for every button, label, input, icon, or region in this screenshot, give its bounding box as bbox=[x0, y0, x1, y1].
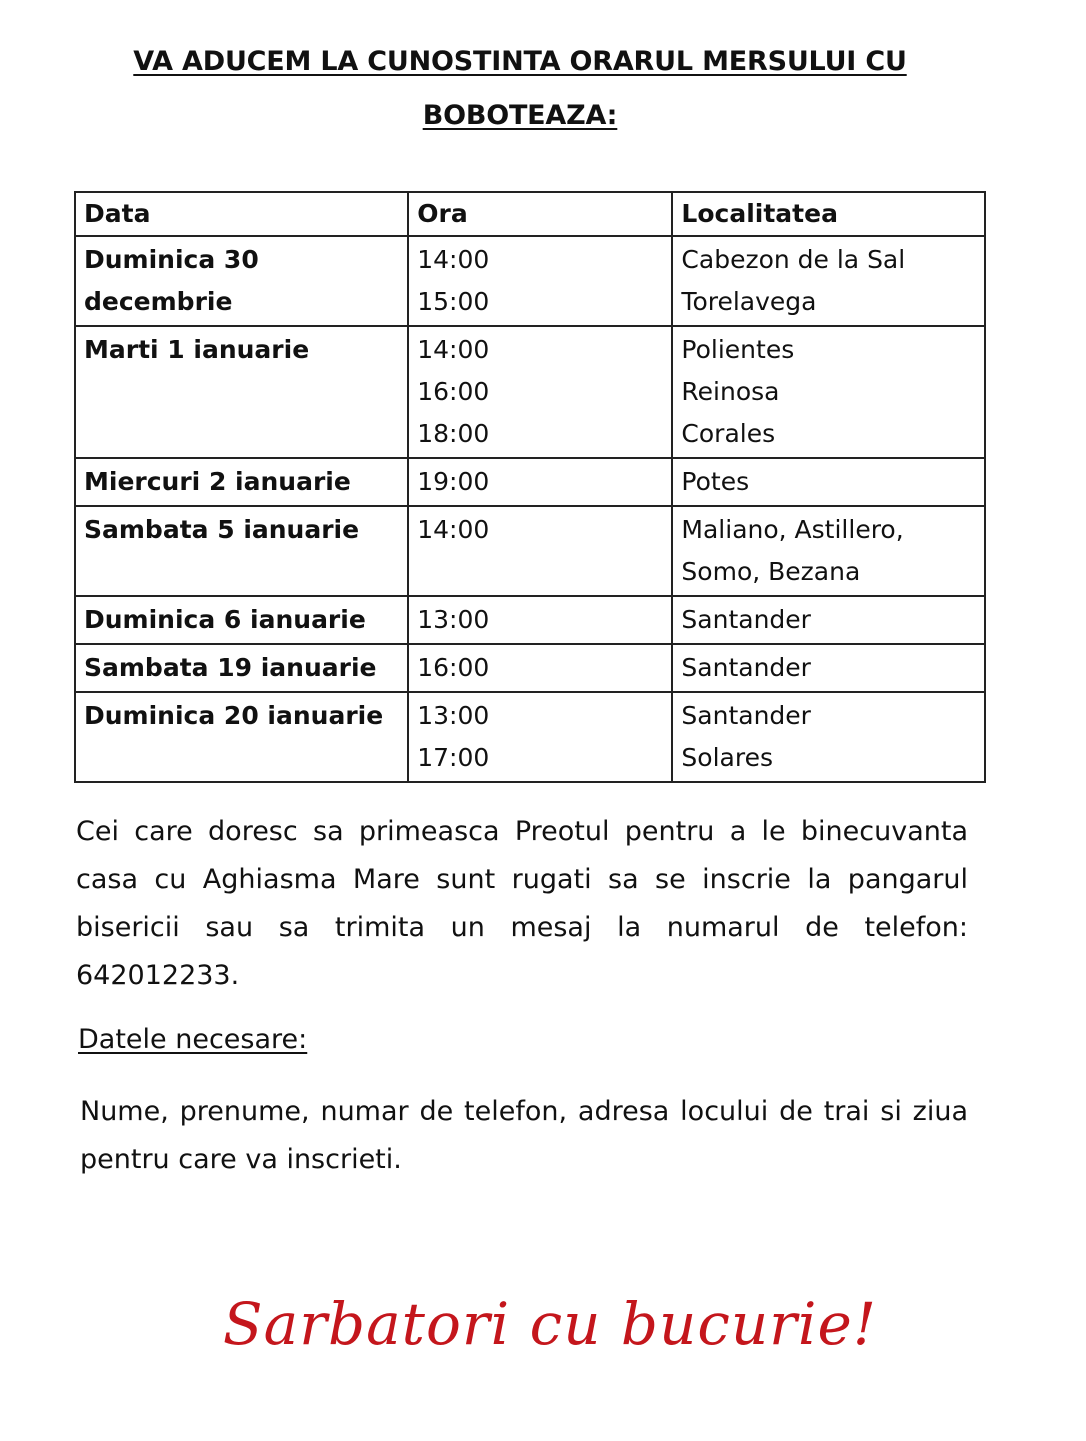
time-cell-line: 16:00 bbox=[417, 653, 490, 682]
location-cell-line: Reinosa bbox=[681, 377, 780, 406]
date-cell bbox=[75, 644, 408, 692]
time-cell bbox=[408, 506, 672, 596]
required-data-heading: Datele necesare: bbox=[78, 1024, 308, 1055]
closing-greeting: Sarbatori cu bucurie! bbox=[222, 1290, 878, 1358]
date-cell bbox=[75, 326, 408, 458]
time-cell-line: 13:00 bbox=[417, 605, 490, 634]
date-cell-line: Duminica 30 bbox=[84, 245, 259, 274]
time-cell bbox=[408, 596, 672, 644]
time-cell-line: 18:00 bbox=[417, 419, 490, 448]
column-header-date: Data bbox=[75, 192, 408, 236]
table-header-row bbox=[75, 192, 985, 236]
location-cell-line: Potes bbox=[681, 467, 750, 496]
schedule-table bbox=[74, 191, 986, 783]
table-row bbox=[75, 692, 985, 782]
column-header-time: Ora bbox=[408, 192, 672, 236]
required-data-text: Nume, prenume, numar de telefon, adresa locului de trai si ziua pentru care va inscrieti. bbox=[80, 1096, 968, 1175]
date-cell bbox=[75, 596, 408, 644]
page-title-line-1: VA ADUCEM LA CUNOSTINTA ORARUL MERSULUI CU bbox=[133, 46, 907, 77]
time-cell-line: 14:00 bbox=[417, 335, 490, 364]
page-title-line-2: BOBOTEAZA: bbox=[422, 100, 618, 131]
location-cell bbox=[672, 458, 985, 506]
schedule-table-body bbox=[75, 236, 985, 782]
table-row bbox=[75, 644, 985, 692]
date-cell bbox=[75, 236, 408, 326]
time-cell bbox=[408, 458, 672, 506]
date-cell-line: Sambata 5 ianuarie bbox=[84, 515, 360, 544]
date-cell-line: Sambata 19 ianuarie bbox=[84, 653, 377, 682]
date-cell bbox=[75, 458, 408, 506]
date-cell-line: Duminica 6 ianuarie bbox=[84, 605, 366, 634]
location-cell-line: Santander bbox=[681, 605, 811, 634]
time-cell-line: 17:00 bbox=[417, 743, 490, 772]
column-header-location: Localitatea bbox=[672, 192, 985, 236]
info-paragraph: Cei care doresc sa primeasca Preotul pentru a le binecuvanta casa cu Aghiasma Mare sunt rugati sa se inscrie la pangarul bisericii sau sa trimita un mesaj la numarul de telefon: 642012233. bbox=[76, 816, 968, 991]
time-cell bbox=[408, 692, 672, 782]
table-row bbox=[75, 326, 985, 458]
location-cell-line: Corales bbox=[681, 419, 776, 448]
location-cell bbox=[672, 644, 985, 692]
time-cell bbox=[408, 326, 672, 458]
location-cell-line: Solares bbox=[681, 743, 773, 772]
location-cell-line: Cabezon de la Sal bbox=[681, 245, 906, 274]
location-cell bbox=[672, 692, 985, 782]
table-row bbox=[75, 506, 985, 596]
time-cell-line: 13:00 bbox=[417, 701, 490, 730]
table-row bbox=[75, 596, 985, 644]
table-row bbox=[75, 236, 985, 326]
location-cell-line: Polientes bbox=[681, 335, 795, 364]
date-cell-line: Miercuri 2 ianuarie bbox=[84, 467, 351, 496]
location-cell bbox=[672, 596, 985, 644]
date-cell-line: Marti 1 ianuarie bbox=[84, 335, 310, 364]
time-cell-line: 14:00 bbox=[417, 515, 490, 544]
location-cell bbox=[672, 326, 985, 458]
time-cell-line: 14:00 bbox=[417, 245, 490, 274]
location-cell-line: Maliano, Astillero, bbox=[681, 515, 904, 544]
location-cell-line: Somo, Bezana bbox=[681, 557, 861, 586]
time-cell bbox=[408, 236, 672, 326]
time-cell-line: 16:00 bbox=[417, 377, 490, 406]
date-cell-line: decembrie bbox=[84, 287, 233, 316]
time-cell bbox=[408, 644, 672, 692]
location-cell-line: Santander bbox=[681, 701, 811, 730]
location-cell-line: Torelavega bbox=[681, 287, 817, 316]
location-cell bbox=[672, 236, 985, 326]
date-cell-line: Duminica 20 ianuarie bbox=[84, 701, 384, 730]
date-cell bbox=[75, 506, 408, 596]
time-cell-line: 15:00 bbox=[417, 287, 490, 316]
table-row bbox=[75, 458, 985, 506]
location-cell-line: Santander bbox=[681, 653, 811, 682]
time-cell-line: 19:00 bbox=[417, 467, 490, 496]
date-cell bbox=[75, 692, 408, 782]
location-cell bbox=[672, 506, 985, 596]
